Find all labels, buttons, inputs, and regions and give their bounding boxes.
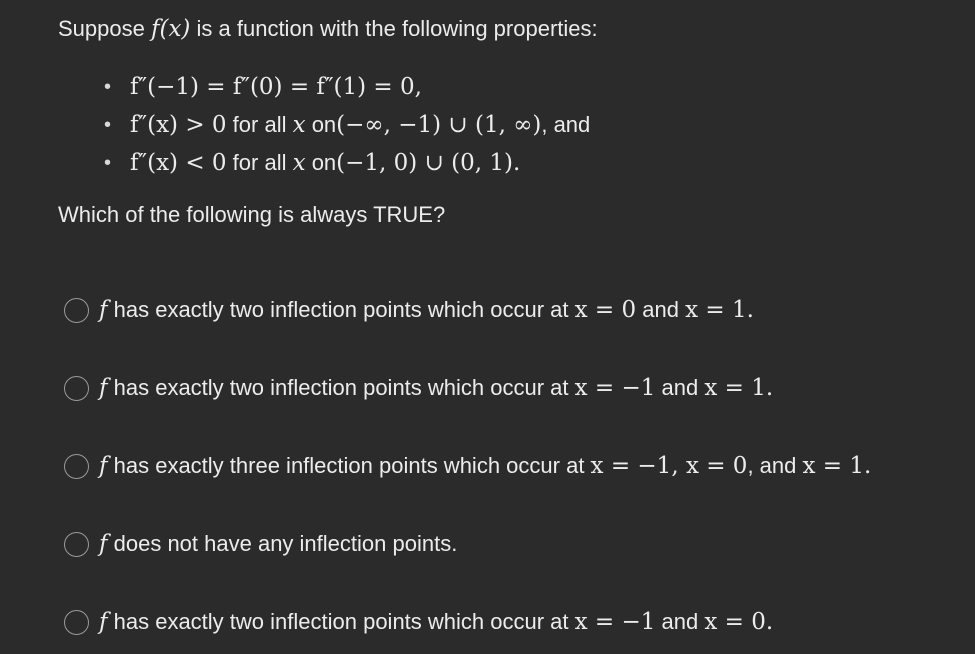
property-text: for all: [226, 150, 293, 175]
radio-button[interactable]: [64, 298, 89, 323]
question-text: Which of the following is always TRUE?: [58, 202, 446, 227]
answer-choice-3[interactable]: [64, 449, 871, 483]
property-tail: , and: [541, 112, 591, 137]
property-var: x: [292, 112, 306, 138]
property-math: f″(x) < 0: [130, 150, 227, 176]
radio-button[interactable]: [64, 610, 89, 635]
intro-post: is a function with the following properties:: [190, 16, 598, 41]
intro-math-fx: f(x): [150, 16, 191, 42]
bullet-icon: •: [104, 152, 112, 174]
answer-choice-1[interactable]: [64, 293, 754, 327]
intro-pre: Suppose: [58, 16, 151, 41]
choice-text: f has exactly two inflection points which occur at x = 0 and x = 1.: [99, 297, 754, 323]
properties-list: [104, 72, 590, 186]
bullet-icon: •: [104, 76, 112, 98]
choice-text: f has exactly three inflection points which occur at x = −1, x = 0, and x = 1.: [99, 453, 872, 479]
bullet-icon: •: [104, 114, 112, 136]
radio-button[interactable]: [64, 454, 89, 479]
answer-choice-4[interactable]: [64, 527, 457, 561]
property-math: f″(−1) = f″(0) = f″(1) = 0,: [130, 74, 422, 100]
property-item: [104, 72, 590, 110]
choice-text: f does not have any inflection points.: [99, 531, 458, 557]
choice-text: f has exactly two inflection points which occur at x = −1 and x = 1.: [99, 375, 774, 401]
choice-text: f has exactly two inflection points which occur at x = −1 and x = 0.: [99, 609, 774, 635]
answer-choice-2[interactable]: [64, 371, 773, 405]
property-math: f″(x) > 0: [130, 112, 227, 138]
radio-button[interactable]: [64, 532, 89, 557]
property-on: on: [305, 112, 337, 137]
answer-choice-5[interactable]: [64, 605, 773, 639]
question-intro: [58, 14, 598, 44]
property-interval: (−∞, −1) ∪ (1, ∞): [336, 112, 542, 138]
radio-button[interactable]: [64, 376, 89, 401]
property-on: on: [305, 150, 337, 175]
property-item: [104, 110, 590, 148]
property-var: x: [292, 150, 306, 176]
property-item: [104, 148, 590, 186]
property-interval: (−1, 0) ∪ (0, 1).: [336, 150, 521, 176]
property-text: for all: [226, 112, 293, 137]
